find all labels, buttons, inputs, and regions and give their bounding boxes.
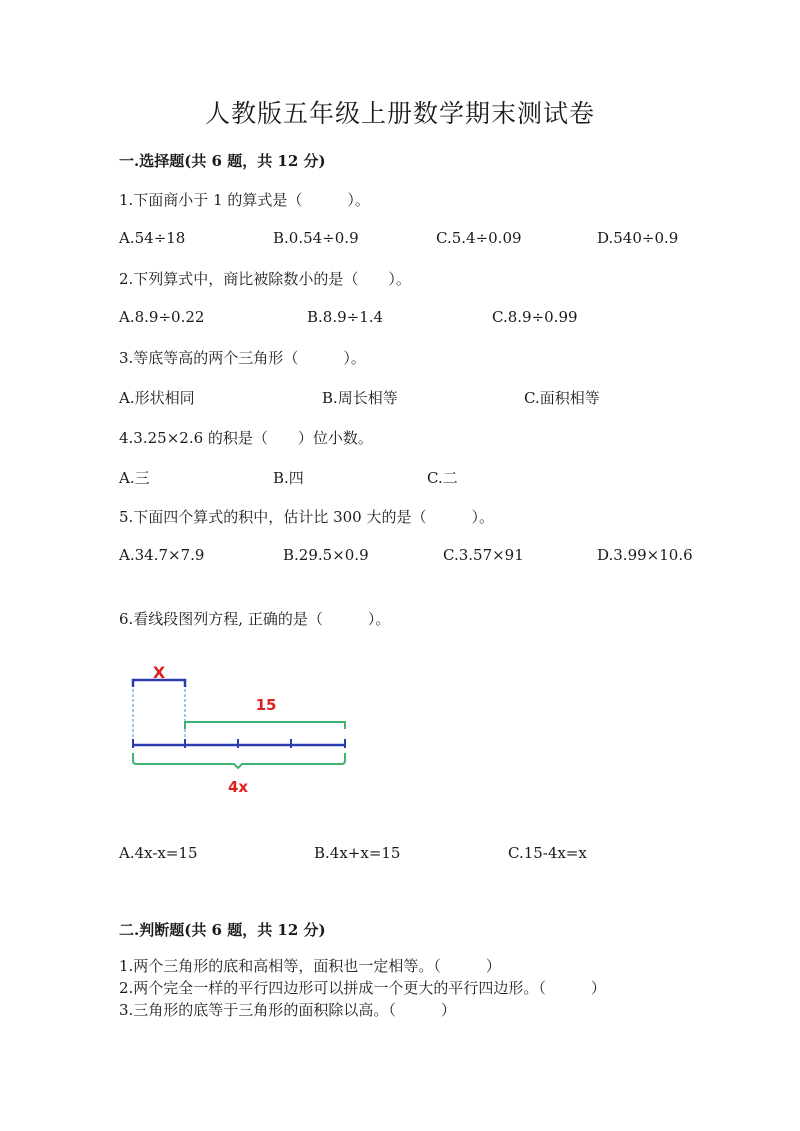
q3-option-b: B.周长相等 xyxy=(322,389,398,407)
q5-option-a: A.34.7×7.9 xyxy=(119,546,205,564)
question-6: 6.看线段图列方程, 正确的是（ ）。 xyxy=(119,610,391,628)
q5-option-b: B.29.5×0.9 xyxy=(283,546,369,564)
x-label: X xyxy=(152,663,166,682)
total-label: 4x xyxy=(227,778,249,796)
judgement-item-3: 3.三角形的底等于三角形的面积除以高。（ ） xyxy=(119,1001,456,1019)
judgement-item-2: 2.两个完全一样的平行四边形可以拼成一个更大的平行四边形。（ ） xyxy=(119,979,606,997)
q1-option-d: D.540÷0.9 xyxy=(597,229,679,247)
q1-option-a: A.54÷18 xyxy=(119,229,186,247)
q6-option-c: C.15-4x=x xyxy=(508,844,587,862)
q3-option-c: C.面积相等 xyxy=(524,389,600,407)
question-2: 2.下列算式中，商比被除数小的是（ ）。 xyxy=(119,270,411,288)
q2-option-c: C.8.9÷0.99 xyxy=(492,308,578,326)
q5-option-d: D.3.99×10.6 xyxy=(597,546,693,564)
part-label: 15 xyxy=(255,696,277,714)
q4-option-c: C.二 xyxy=(427,469,458,487)
judgement-item-1: 1.两个三角形的底和高相等，面积也一定相等。（ ） xyxy=(119,957,501,975)
judgement-list xyxy=(119,955,606,1021)
q1-option-c: C.5.4÷0.09 xyxy=(436,229,522,247)
part-brace xyxy=(185,722,345,729)
q4-option-b: B.四 xyxy=(273,469,304,487)
q4-option-a: A.三 xyxy=(119,469,150,487)
q1-option-b: B.0.54÷0.9 xyxy=(273,229,359,247)
line-segment-diagram xyxy=(124,656,356,802)
question-3: 3.等底等高的两个三角形（ ）。 xyxy=(119,349,366,367)
q2-option-a: A.8.9÷0.22 xyxy=(119,308,205,326)
question-1: 1.下面商小于 1 的算式是（ ）。 xyxy=(119,191,370,209)
q3-option-a: A.形状相同 xyxy=(119,389,195,407)
q6-option-a: A.4x-x=15 xyxy=(119,844,198,862)
question-5: 5.下面四个算式的积中，估计比 300 大的是（ ）。 xyxy=(119,508,494,526)
page-title: 人教版五年级上册数学期末测试卷 xyxy=(204,99,595,128)
section-heading-judgement: 二.判断题(共 6 题，共 12 分) xyxy=(119,921,326,939)
q5-option-c: C.3.57×91 xyxy=(443,546,524,564)
question-4: 4.3.25×2.6 的积是（ ）位小数。 xyxy=(119,429,373,447)
section-heading-choice: 一.选择题(共 6 题，共 12 分) xyxy=(119,152,326,170)
q6-option-b: B.4x+x=15 xyxy=(314,844,401,862)
total-brace xyxy=(133,753,345,768)
q2-option-b: B.8.9÷1.4 xyxy=(307,308,384,326)
